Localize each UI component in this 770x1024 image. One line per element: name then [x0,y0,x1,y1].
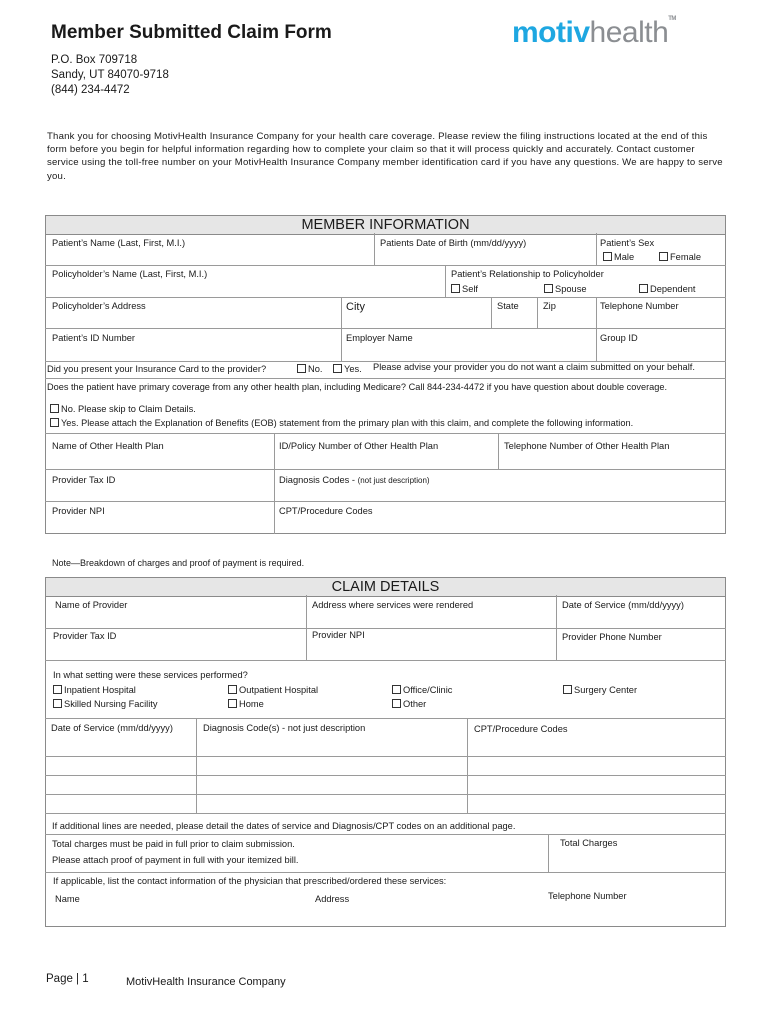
address-line-2: Sandy, UT 84070-9718 [51,69,169,81]
proof-of-payment-note: Please attach proof of payment in full with your itemized bill. [52,855,299,865]
member-information-heading: MEMBER INFORMATION [46,216,725,235]
other-plan-phone-label: Telephone Number of Other Health Plan [504,441,670,451]
member-provider-tax-label: Provider Tax ID [52,475,116,485]
motivhealth-logo [512,16,676,50]
physician-name-label: Name [55,894,80,904]
self-checkbox[interactable] [451,284,478,294]
patient-name-label: Patient’s Name (Last, First, M.I.) [52,238,186,248]
male-label: Male [614,252,635,262]
primary-yes-checkbox[interactable] [50,418,633,428]
logo-trademark: TM [668,16,676,22]
inpatient-label: Inpatient Hospital [64,685,136,695]
outpatient-label: Outpatient Hospital [239,685,319,695]
member-cpt-label: CPT/Procedure Codes [279,506,373,516]
other-plan-name-label: Name of Other Health Plan [52,441,164,451]
claim-provider-npi-label: Provider NPI [312,630,365,640]
logo-motiv: motiv [512,16,590,49]
card-yes-checkbox[interactable] [333,364,362,374]
card-no-checkbox-box [297,364,306,373]
office-checkbox[interactable] [392,685,452,695]
form-title: Member Submitted Claim Form [51,22,332,43]
dependent-label: Dependent [650,284,696,294]
member-diagnosis-note: (not just description) [357,476,430,485]
outpatient-checkbox-box [228,685,237,694]
patient-sex-label: Patient’s Sex [600,238,655,248]
other-checkbox-box [392,699,401,708]
col-cpt-label: CPT/Procedure Codes [474,724,568,734]
claim-details-heading: CLAIM DETAILS [46,578,725,597]
spouse-label: Spouse [555,284,587,294]
additional-lines-note: If additional lines are needed, please detail the dates of service and Diagnosis/CPT codes on an additional page. [52,821,516,831]
claim-provider-tax-label: Provider Tax ID [53,631,117,641]
male-checkbox-box [603,252,612,261]
inpatient-checkbox-box [53,685,62,694]
telephone-label: Telephone Number [600,301,679,311]
other-checkbox[interactable] [392,699,426,709]
other-plan-policy-label: ID/Policy Number of Other Health Plan [279,441,439,451]
member-provider-npi-label: Provider NPI [52,506,105,516]
service-date-label: Date of Service (mm/dd/yyyy) [562,600,684,610]
employer-label: Employer Name [346,333,413,343]
primary-no-checkbox-box [50,404,59,413]
primary-coverage-question: Does the patient have primary coverage from any other health plan, including Medicare? Call 844-234-4472 if you have question about double coverage. [47,382,668,392]
surgery-checkbox[interactable] [563,685,637,695]
inpatient-checkbox[interactable] [53,685,136,695]
policyholder-address-label: Policyholder’s Address [52,301,146,311]
dependent-checkbox-box [639,284,648,293]
member-diagnosis-text: Diagnosis Codes - [279,475,355,485]
policyholder-name-label: Policyholder’s Name (Last, First, M.I.) [52,269,208,279]
card-question: Did you present your Insurance Card to the provider? [47,364,267,374]
home-checkbox[interactable] [228,699,264,709]
phone-number: (844) 234-4472 [51,84,130,96]
patient-id-label: Patient’s ID Number [52,333,136,343]
city-label: City [346,301,365,313]
physician-info-label: If applicable, list the contact information of the physician that prescribed/ordered these services: [53,876,447,886]
patient-dob-label: Patients Date of Birth (mm/dd/yyyy) [380,238,527,248]
surgery-label: Surgery Center [574,685,638,695]
skilled-nursing-checkbox[interactable] [53,699,158,709]
provider-name-label: Name of Provider [55,600,128,610]
home-label: Home [239,699,264,709]
card-no-label: No. [308,364,323,374]
page-number: Page | 1 [46,973,89,985]
paid-in-full-note: Total charges must be paid in full prior to claim submission. [52,839,295,849]
total-charges-label: Total Charges [560,838,618,848]
charges-note: Note—Breakdown of charges and proof of payment is required. [52,558,305,568]
intro-paragraph: Thank you for choosing MotivHealth Insurance Company for your health care coverage. Please review the filing instructions located at the end of this form before you begin for helpful information regarding how to complete your claim so that it will process quickly and accurately. Contact customer service using the toll-free number on your MotivHealth Insurance Company member identification card if you have any questions. We are happy to serve you. [47,131,723,182]
primary-yes-label: Yes. Please attach the Explanation of Benefits (EOB) statement from the primary plan with this claim, and complete the following information. [61,418,634,428]
card-no-checkbox[interactable] [297,364,322,374]
other-label: Other [403,699,427,709]
female-label: Female [670,252,702,262]
surgery-checkbox-box [563,685,572,694]
skilled-nursing-checkbox-box [53,699,62,708]
relationship-label: Patient’s Relationship to Policyholder [451,269,604,279]
physician-phone-label: Telephone Number [548,891,627,901]
setting-question: In what setting were these services performed? [53,670,248,680]
logo-health: health [589,16,669,49]
male-checkbox[interactable] [603,252,634,262]
primary-no-checkbox[interactable] [50,404,196,414]
provider-phone-label: Provider Phone Number [562,632,662,642]
member-information-section [45,215,726,534]
zip-label: Zip [543,301,556,311]
col-diagnosis-label: Diagnosis Code(s) - not just description [203,723,366,733]
female-checkbox-box [659,252,668,261]
spouse-checkbox[interactable] [544,284,587,294]
claim-details-section [45,577,726,927]
self-label: Self [462,284,479,294]
col-date-label: Date of Service (mm/dd/yyyy) [51,723,173,733]
female-checkbox[interactable] [659,252,701,262]
card-yes-label: Yes. [344,364,362,374]
state-label: State [497,301,519,311]
card-yes-checkbox-box [333,364,342,373]
office-checkbox-box [392,685,401,694]
dependent-checkbox[interactable] [639,284,696,294]
advise-provider-text: Please advise your provider you do not want a claim submitted on your behalf. [373,362,695,372]
primary-yes-checkbox-box [50,418,59,427]
spouse-checkbox-box [544,284,553,293]
primary-no-label: No. Please skip to Claim Details. [61,404,196,414]
member-diagnosis-label [279,475,430,485]
office-label: Office/Clinic [403,685,453,695]
group-id-label: Group ID [600,333,638,343]
skilled-nursing-label: Skilled Nursing Facility [64,699,158,709]
home-checkbox-box [228,699,237,708]
address-line-1: P.O. Box 709718 [51,54,138,66]
self-checkbox-box [451,284,460,293]
outpatient-checkbox[interactable] [228,685,318,695]
service-address-label: Address where services were rendered [312,600,474,610]
footer-company: MotivHealth Insurance Company [126,976,286,988]
physician-address-label: Address [315,894,350,904]
